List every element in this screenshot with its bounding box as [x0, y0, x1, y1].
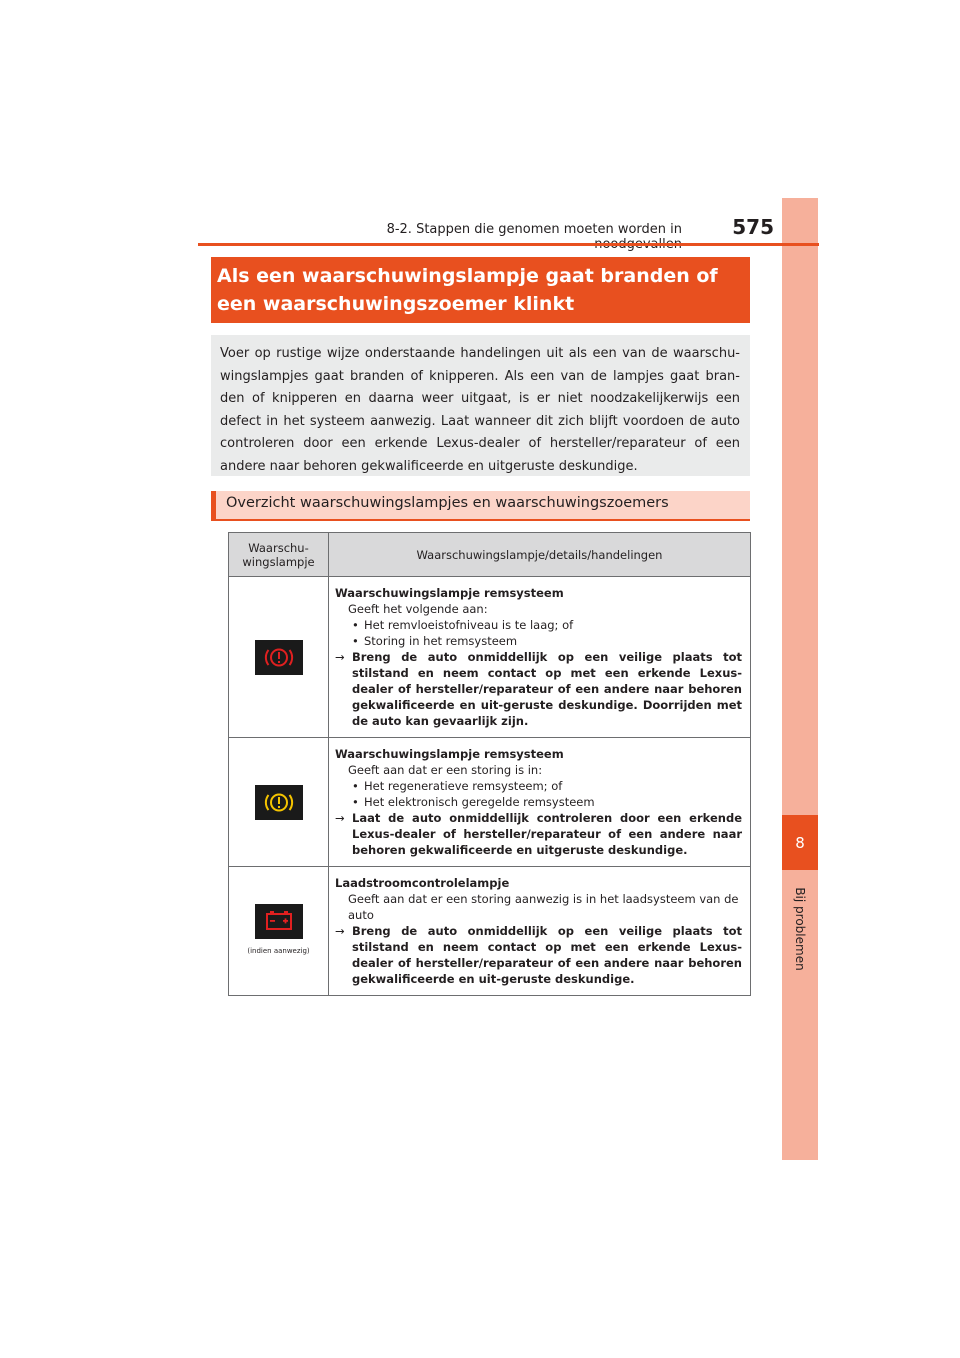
header-rule — [198, 243, 819, 246]
row-action: → Breng de auto onmiddellijk op een veilige plaats tot stilstand en neem contact op met een erkende Lexus-dealer of hersteller/reparateur of een andere naar behoren gekwalificeerde en uit-geruste deskundige. Doorrijden met de auto kan gevaarlijk zijn. — [335, 650, 742, 728]
brake-warning-yellow-icon — [255, 785, 303, 820]
table-row — [229, 577, 751, 738]
row-title: Waarschuwingslampje remsysteem — [335, 586, 564, 600]
table-header-lamp: Waarschu-wingslampje — [229, 533, 329, 577]
chapter-label: Bij problemen — [793, 887, 807, 971]
brake-warning-red-icon — [255, 640, 303, 675]
page-number: 575 — [732, 215, 774, 239]
chapter-number: 8 — [782, 815, 818, 870]
table-row — [229, 738, 751, 867]
section-title: Als een waarschuwingslampje gaat branden of een waarschuwingszoemer klinkt — [211, 257, 750, 323]
row-bullet: • Het regeneratieve remsysteem; of — [335, 778, 742, 794]
warning-lamp-table — [228, 532, 751, 996]
row-bullet: • Storing in het remsysteem — [335, 633, 742, 649]
row-action: → Laat de auto onmiddellijk controleren door een erkende Lexus-dealer of hersteller/reparateur of een andere naar behoren gekwalificeerde en uitgeruste deskundige. — [335, 811, 742, 857]
table-row — [229, 867, 751, 996]
icon-note: (indien aanwezig) — [247, 946, 310, 955]
row-intro: Geeft aan dat er een storing is in: — [348, 763, 543, 777]
chapter-side-tab — [782, 198, 818, 1160]
arrow-icon: → — [335, 924, 345, 938]
row-title: Laadstroomcontrolelampje — [335, 876, 510, 890]
row-title: Waarschuwingslampje remsysteem — [335, 747, 564, 761]
row-intro: Geeft het volgende aan: — [348, 602, 488, 616]
row-bullet: • Het elektronisch geregelde remsysteem — [335, 794, 742, 810]
row-bullet: • Het remvloeistofniveau is te laag; of — [335, 617, 742, 633]
table-header-details: Waarschuwingslampje/details/handelingen — [329, 533, 751, 577]
intro-box: Voer op rustige wijze onderstaande handelingen uit als een van de waarschu-wingslampjes gaat branden of knipperen. Als een van de lampjes gaat bran-den of knipperen en daarna weer uitgaat, is er niet noodzakelijkerwijs een defect in het systeem aanwezig. Laat wanneer dit zich blijft voordoen de auto controleren door een erkende Lexus-dealer of hersteller/reparateur of een andere naar behoren gekwalificeerde en uitgeruste deskundige. — [211, 335, 750, 476]
battery-charge-icon — [255, 904, 303, 939]
running-header: 8-2. Stappen die genomen moeten worden in — [386, 222, 682, 237]
row-action: → Breng de auto onmiddellijk op een veilige plaats tot stilstand en neem contact op met een erkende Lexus-dealer of hersteller/reparateur of een andere naar behoren gekwalificeerde en uit-geruste deskundige. — [335, 924, 742, 986]
subsection-title: Overzicht waarschuwingslampjes en waarschuwingszoemers — [211, 491, 750, 521]
arrow-icon: → — [335, 811, 345, 825]
arrow-icon: → — [335, 650, 345, 664]
row-intro: Geeft aan dat er een storing aanwezig is in het laadsysteem van de auto — [348, 892, 739, 922]
